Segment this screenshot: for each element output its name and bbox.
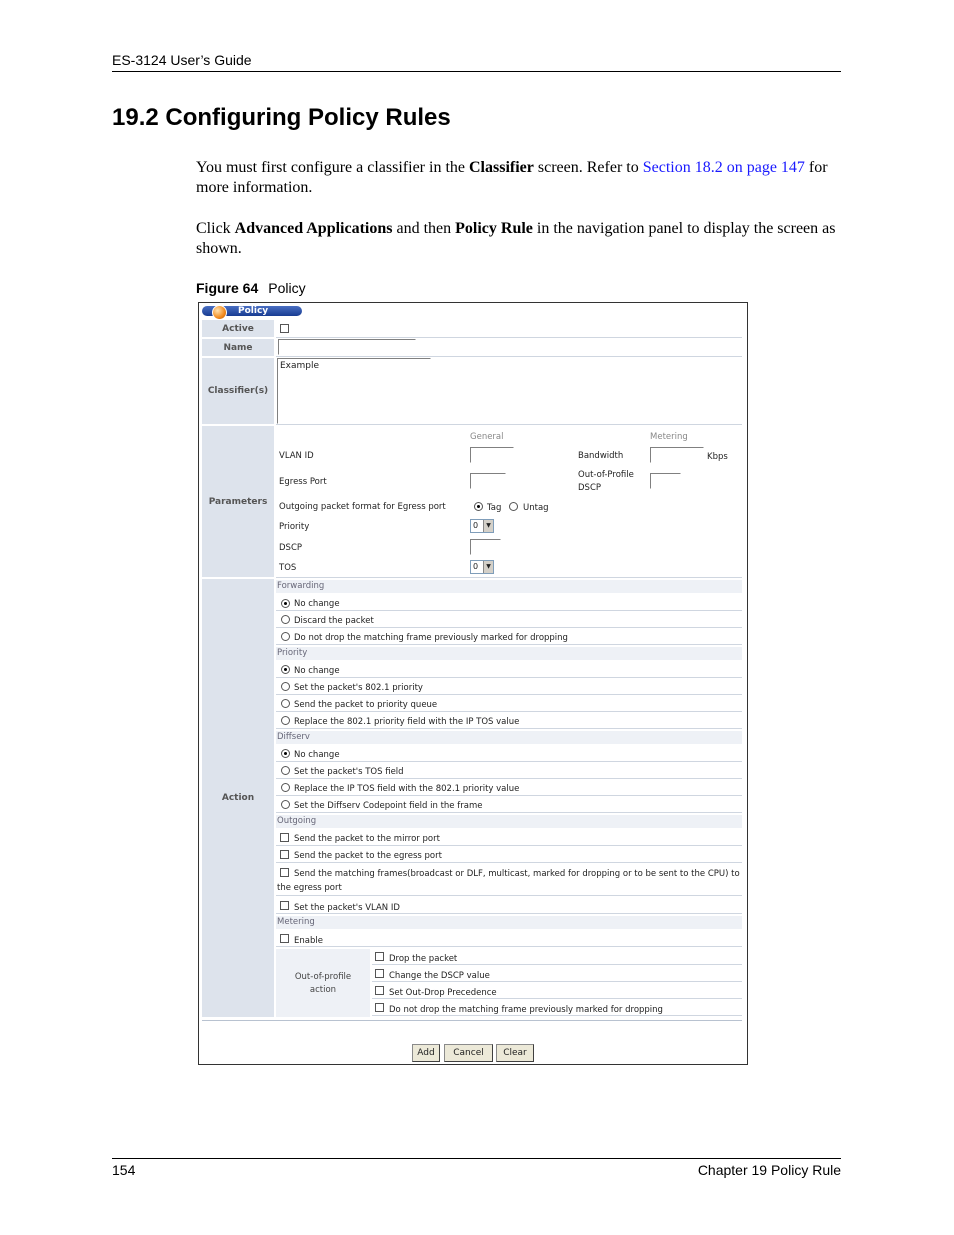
active-label: Active [202, 320, 274, 337]
outgoing-heading: Outgoing [277, 816, 317, 826]
forwarding-no-drop-radio[interactable] [281, 632, 290, 641]
metering-band [276, 916, 742, 929]
cancel-button[interactable]: Cancel [444, 1044, 493, 1062]
orb-icon [212, 305, 227, 320]
figure-title: Policy [268, 280, 306, 296]
name-label: Name [202, 339, 274, 356]
outgoing-vlan-id-checkbox[interactable] [280, 901, 289, 910]
untag-label: Untag [523, 503, 549, 513]
forwarding-option-row [276, 595, 742, 611]
tos-label: TOS [279, 563, 297, 573]
outgoing-option-label: Send the matching frames(broadcast or DLF, multicast, marked for dropping or to be sent to the CPU) to [294, 869, 740, 879]
add-button[interactable]: Add [412, 1044, 440, 1062]
figure-label: Figure 64 [196, 280, 259, 296]
diffserv-set-tos-radio[interactable] [281, 766, 290, 775]
outgoing-format-label: Outgoing packet format for Egress port [279, 502, 446, 512]
egress-port-label: Egress Port [279, 477, 327, 487]
oop-option-row [372, 1000, 742, 1016]
forwarding-option-label: No change [294, 599, 340, 609]
diffserv-option-label: No change [294, 750, 340, 760]
dscp-label: DSCP [279, 543, 303, 553]
clear-button[interactable]: Clear [496, 1044, 534, 1062]
figure-caption [196, 280, 306, 296]
chevron-down-icon: ▼ [483, 520, 493, 532]
section-link[interactable]: Section 18.2 on page 147 [642, 159, 805, 176]
name-row [276, 339, 742, 357]
classifiers-row [276, 358, 742, 425]
para1-text-a: You must first configure a classifier in the [196, 159, 469, 176]
tos-select-value: 0 [473, 562, 479, 571]
header-rule [112, 71, 841, 72]
priority-option-label: Replace the 802.1 priority field with the IP TOS value [294, 717, 520, 727]
outgoing-option-row [276, 830, 742, 846]
para2-text-e: in the navigation panel to display the screen as shown. [196, 220, 836, 257]
form-divider [202, 1020, 742, 1021]
priority-band [276, 647, 742, 660]
dscp-input[interactable] [470, 539, 501, 555]
oop-option-label: Set Out-Drop Precedence [389, 988, 497, 998]
diffserv-set-codepoint-radio[interactable] [281, 800, 290, 809]
oop-action-label-line1: Out-of-profile [294, 971, 352, 982]
policy-tab-label: Policy [238, 306, 269, 316]
priority-queue-radio[interactable] [281, 699, 290, 708]
active-row [276, 320, 742, 338]
diffserv-heading: Diffserv [277, 732, 310, 742]
general-heading: General [470, 432, 504, 442]
policy-screen [198, 302, 748, 1065]
outgoing-egress-checkbox[interactable] [280, 850, 289, 859]
oop-option-label: Do not drop the matching frame previously marked for dropping [389, 1005, 663, 1015]
forwarding-no-change-radio[interactable] [281, 599, 290, 608]
forwarding-option-row [276, 629, 742, 645]
priority-option-label: No change [294, 666, 340, 676]
footer-rule [112, 1158, 841, 1159]
untag-radio[interactable] [509, 502, 518, 511]
priority-replace-tos-radio[interactable] [281, 716, 290, 725]
outgoing-option-row [276, 864, 742, 896]
forwarding-option-row [276, 612, 742, 628]
oop-dscp-label-2: DSCP [578, 483, 602, 493]
tos-select[interactable] [470, 560, 494, 574]
para2-bold-policy-rule: Policy Rule [455, 220, 533, 237]
oop-option-label: Drop the packet [389, 954, 458, 964]
egress-port-input[interactable] [470, 473, 506, 489]
bandwidth-input[interactable] [650, 447, 704, 463]
section-title: 19.2 Configuring Policy Rules [112, 104, 451, 131]
priority-option-row [276, 696, 742, 712]
oop-action-label-line2: action [309, 984, 337, 995]
oop-option-label: Change the DSCP value [389, 971, 490, 981]
para1-text-d: for more information. [196, 159, 828, 196]
priority-select[interactable] [470, 519, 494, 533]
oop-action-label [276, 949, 370, 1017]
outgoing-option-label-continued: the egress port [277, 883, 342, 893]
page-number: 154 [112, 1162, 136, 1178]
vlan-id-input[interactable] [470, 447, 514, 463]
oop-option-row [372, 983, 742, 999]
para2-text-c: and then [392, 220, 456, 237]
paragraph-classifier [196, 158, 836, 198]
diffserv-option-row [276, 780, 742, 796]
diffserv-no-change-radio[interactable] [281, 749, 290, 758]
parameters-row [276, 426, 742, 578]
forwarding-option-label: Do not drop the matching frame previously marked for dropping [294, 633, 568, 643]
diffserv-option-row [276, 797, 742, 813]
outgoing-band [276, 815, 742, 828]
priority-set-8021-radio[interactable] [281, 682, 290, 691]
diffserv-option-label: Set the packet's TOS field [294, 767, 404, 777]
outgoing-option-row [276, 847, 742, 863]
priority-no-change-radio[interactable] [281, 665, 290, 674]
outgoing-option-label: Send the packet to the egress port [294, 851, 442, 861]
name-input[interactable] [278, 339, 416, 355]
priority-heading: Priority [277, 648, 308, 658]
oop-dscp-input[interactable] [650, 473, 681, 489]
para2-bold-advanced: Advanced Applications [234, 220, 393, 237]
forwarding-heading: Forwarding [277, 581, 325, 591]
active-checkbox[interactable] [280, 324, 289, 333]
kbps-unit: Kbps [707, 452, 728, 462]
paragraph-navigation [196, 219, 836, 259]
classifier-option[interactable]: Example [280, 361, 320, 371]
classifier-listbox[interactable] [277, 358, 431, 424]
outgoing-matching-frames-checkbox[interactable] [280, 868, 289, 877]
oop-option-row [372, 949, 742, 965]
chevron-down-icon: ▼ [483, 561, 493, 573]
priority-option-row [276, 713, 742, 729]
priority-label: Priority [279, 522, 310, 532]
forwarding-band [276, 580, 742, 593]
bandwidth-label: Bandwidth [578, 451, 624, 461]
vlan-id-label: VLAN ID [279, 451, 314, 461]
parameters-label: Parameters [202, 426, 274, 577]
diffserv-option-row [276, 763, 742, 779]
diffserv-option-label: Set the Diffserv Codepoint field in the frame [294, 801, 483, 811]
action-label: Action [202, 579, 274, 1017]
metering-enable-row [276, 931, 742, 947]
tag-radio[interactable] [474, 502, 483, 511]
oop-drop-precedence-checkbox[interactable] [375, 986, 384, 995]
oop-change-dscp-checkbox[interactable] [375, 969, 384, 978]
forwarding-option-label: Discard the packet [294, 616, 374, 626]
para1-text-c: screen. Refer to [533, 159, 643, 176]
outgoing-option-label: Send the packet to the mirror port [294, 834, 440, 844]
metering-enable-label: Enable [294, 936, 323, 946]
metering-section-heading: Metering [277, 917, 315, 927]
tag-label: Tag [487, 503, 502, 513]
priority-option-label: Set the packet's 802.1 priority [294, 683, 423, 693]
outgoing-option-row [276, 898, 742, 914]
para1-bold-classifier: Classifier [469, 159, 534, 176]
priority-option-row [276, 679, 742, 695]
outgoing-option-label: Set the packet's VLAN ID [294, 903, 400, 913]
metering-enable-checkbox[interactable] [280, 934, 289, 943]
oop-dscp-label-1: Out-of-Profile [578, 470, 634, 480]
diffserv-band [276, 731, 742, 744]
priority-option-row [276, 662, 742, 678]
classifiers-label: Classifier(s) [202, 358, 274, 424]
oop-no-drop-checkbox[interactable] [375, 1003, 384, 1012]
para2-text-a: Click [196, 220, 235, 237]
priority-select-value: 0 [473, 521, 479, 530]
running-header: ES-3124 User’s Guide [112, 52, 252, 68]
metering-heading: Metering [650, 432, 688, 442]
priority-option-label: Send the packet to priority queue [294, 700, 438, 710]
diffserv-option-row [276, 746, 742, 762]
policy-tab-title [202, 306, 302, 316]
diffserv-option-label: Replace the IP TOS field with the 802.1 priority value [294, 784, 520, 794]
oop-option-row [372, 966, 742, 982]
outgoing-mirror-checkbox[interactable] [280, 833, 289, 842]
diffserv-replace-tos-radio[interactable] [281, 783, 290, 792]
oop-drop-checkbox[interactable] [375, 952, 384, 961]
forwarding-discard-radio[interactable] [281, 615, 290, 624]
chapter-footer: Chapter 19 Policy Rule [697, 1162, 841, 1178]
